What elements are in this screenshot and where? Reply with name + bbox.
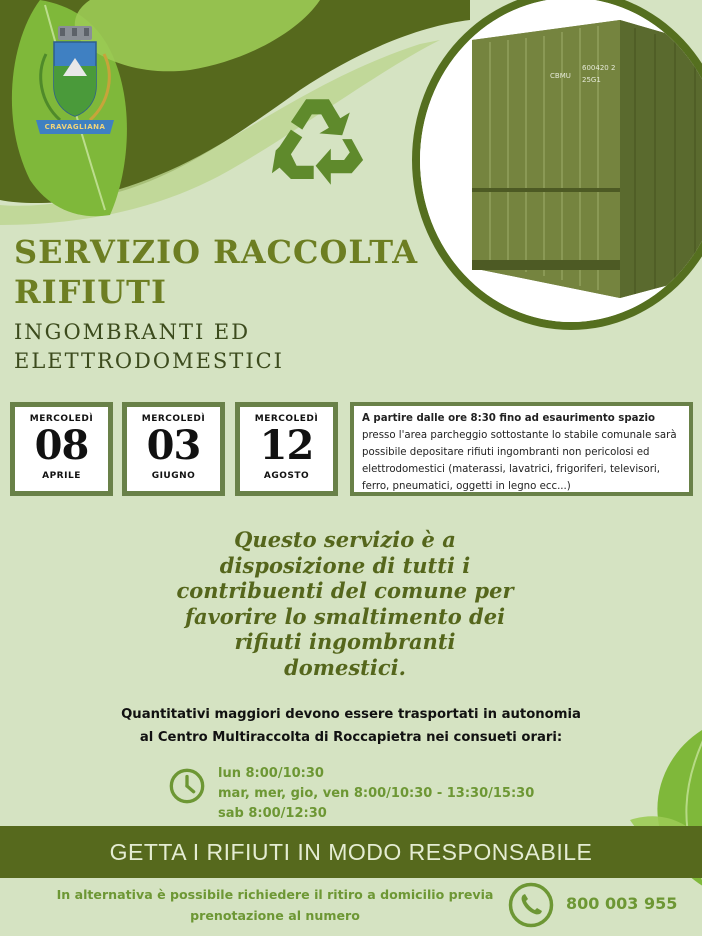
service-line: disposizione di tutti i (219, 552, 471, 578)
info-box (350, 402, 693, 496)
container-code-3: 25G1 (582, 76, 601, 84)
quantities-line: al Centro Multiraccolta di Roccapietra nei consueti orari: (139, 730, 563, 745)
crest-ribbon-text: CRAVAGLIANA (44, 123, 106, 131)
phone-icon (508, 882, 554, 928)
hours-row: mar, mer, gio, ven 8:00/10:30 - 13:30/15:30 (218, 786, 535, 801)
container-code-1: CBMU (550, 72, 571, 80)
quantities-note (40, 703, 662, 749)
service-line: domestici. (284, 654, 406, 680)
service-description (120, 527, 570, 680)
hours-row: lun 8:00/10:30 (218, 766, 324, 781)
subtitle-line-2: ELETTRODOMESTICI (14, 349, 284, 373)
recycle-icon (270, 95, 365, 187)
service-line: contribuenti del comune per (176, 578, 514, 603)
date-month: GIUGNO (151, 471, 196, 481)
date-month: AGOSTO (263, 471, 310, 481)
date-number: 03 (146, 422, 201, 469)
subtitle-line-1: INGOMBRANTI ED (14, 320, 251, 344)
responsibility-banner: GETTA I RIFIUTI IN MODO RESPONSABILE (0, 826, 702, 878)
title-line-1: SERVIZIO RACCOLTA (14, 233, 419, 271)
alternative-line: In alternativa è possibile richiedere il ritiro a domicilio previa (56, 887, 494, 902)
shipping-container-image (420, 0, 702, 322)
info-body: presso l'area parcheggio sottostante lo stabile comunale sarà possibile depositare rifiuti ingombranti non pericolosi ed elettrodomestici (materassi, lavatrici, frigoriferi, televisori, ferro, pneumatici, oggetti in legno ecc...) (362, 430, 677, 492)
hours-row: sab 8:00/12:30 (218, 806, 327, 821)
opening-hours (218, 764, 578, 824)
container-code-2: 600420 2 (582, 64, 616, 72)
phone-number[interactable]: 800 003 955 (566, 894, 678, 913)
alternative-note (40, 884, 510, 926)
service-line: rifiuti ingombranti (234, 629, 456, 654)
title-line-2: RIFIUTI (14, 273, 167, 311)
page-title (14, 232, 434, 312)
date-day: MERCOLEDÌ (254, 414, 319, 424)
page-subtitle (14, 318, 414, 376)
date-box-3 (235, 402, 338, 496)
date-box-2 (122, 402, 225, 496)
date-day: MERCOLEDÌ (29, 414, 94, 424)
quantities-line: Quantitativi maggiori devono essere trasportati in autonomia (121, 707, 581, 722)
service-line: Questo servizio è a (234, 527, 456, 552)
date-number: 12 (259, 422, 314, 469)
date-month: APRILE (42, 471, 81, 481)
date-number: 08 (34, 422, 89, 469)
alternative-line: prenotazione al numero (190, 908, 360, 923)
date-day: MERCOLEDÌ (141, 414, 206, 424)
service-line: favorire lo smaltimento dei (184, 603, 506, 629)
info-lead: A partire dalle ore 8:30 fino ad esaurimento spazio (362, 413, 655, 424)
date-box-1 (10, 402, 113, 496)
clock-icon (168, 767, 206, 805)
